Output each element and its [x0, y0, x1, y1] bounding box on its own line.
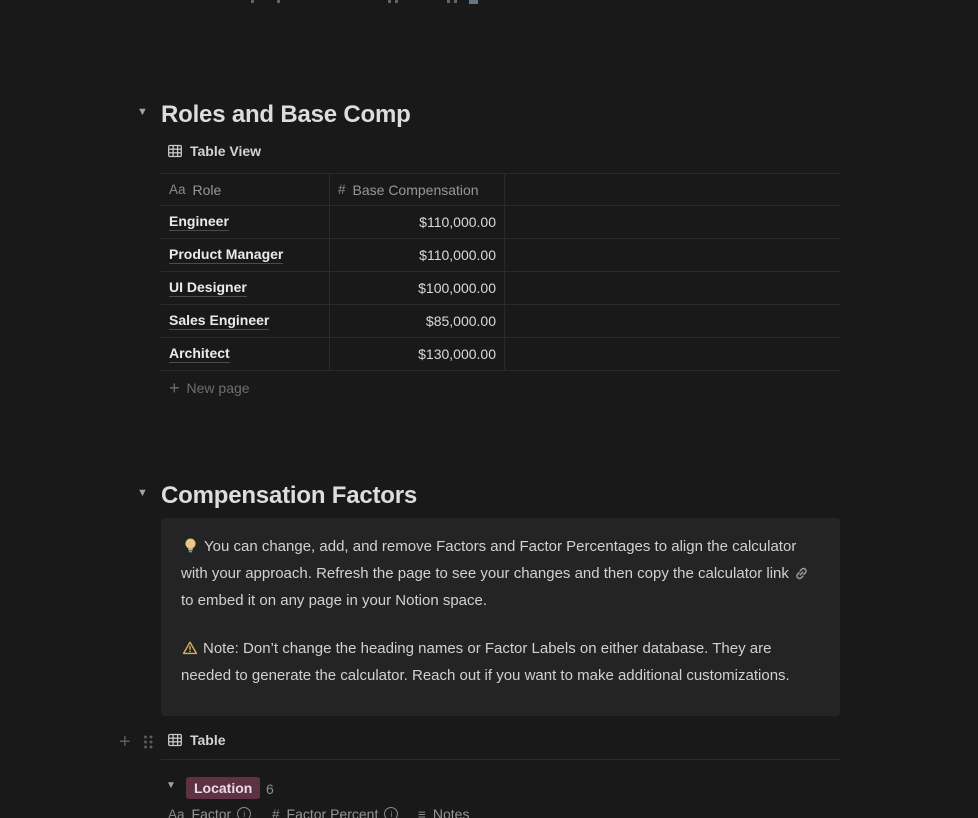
empty-cell[interactable]: [505, 239, 840, 271]
page-link[interactable]: Engineer: [169, 213, 229, 229]
table-top-border: [161, 759, 840, 760]
section-title-factors: Compensation Factors: [161, 482, 418, 509]
role-cell[interactable]: [161, 272, 330, 304]
table-row: [161, 239, 840, 272]
new-page-button[interactable]: + New page: [169, 377, 250, 398]
location-tag-badge[interactable]: Location: [186, 777, 260, 799]
group-count: 6: [266, 781, 274, 797]
link-icon: [794, 565, 809, 589]
cropped-text-fragment: [469, 0, 478, 4]
empty-cell[interactable]: [505, 206, 840, 238]
view-tab-label: Table View: [190, 143, 262, 159]
table-grid-icon: [167, 143, 183, 159]
add-block-button[interactable]: +: [119, 731, 131, 753]
blank-line: [181, 613, 820, 637]
cropped-text-fragment: [388, 0, 391, 3]
table-grid-icon: [167, 732, 183, 748]
callout-block: [161, 518, 840, 716]
table-row: [161, 338, 840, 371]
cropped-text-fragment: [251, 0, 254, 3]
column-header-base-compensation[interactable]: # Base Compensation: [330, 174, 505, 205]
table-view-tab[interactable]: [167, 143, 261, 159]
text-lines-icon: ≡: [418, 806, 426, 818]
callout-paragraph-2: Note: Don’t change the heading names or Factor Labels on either database. They are needed to generate the calculator. Reach out if you want to make additional customizations.: [181, 640, 790, 684]
role-cell[interactable]: [161, 338, 330, 370]
page-link[interactable]: Architect: [169, 345, 230, 361]
column-header-factor[interactable]: Aa Factor i: [168, 806, 251, 818]
comp-cell[interactable]: $100,000.00: [330, 272, 505, 304]
table-row: [161, 305, 840, 338]
comp-cell[interactable]: $85,000.00: [330, 305, 505, 337]
comp-cell[interactable]: $110,000.00: [330, 206, 505, 238]
role-cell[interactable]: [161, 239, 330, 271]
text-property-icon: Aa: [169, 182, 186, 197]
info-icon[interactable]: i: [384, 807, 398, 818]
number-property-icon: #: [338, 182, 346, 197]
toggle-triangle-icon[interactable]: ▼: [137, 106, 148, 118]
empty-cell[interactable]: [505, 305, 840, 337]
comp-cell[interactable]: $130,000.00: [330, 338, 505, 370]
table-header-row: [161, 173, 840, 206]
drag-handle[interactable]: [141, 733, 155, 751]
roles-table: [161, 173, 840, 404]
column-header-empty[interactable]: [505, 174, 840, 205]
cropped-text-fragment: [447, 0, 450, 3]
cropped-text-fragment: [395, 0, 398, 3]
column-header-role[interactable]: Aa Role: [161, 174, 330, 205]
cropped-text-fragment: [454, 0, 457, 3]
warning-icon: [182, 640, 198, 664]
comp-cell[interactable]: $110,000.00: [330, 239, 505, 271]
section-title-roles: Roles and Base Comp: [161, 101, 411, 128]
role-cell[interactable]: [161, 305, 330, 337]
table-block-title[interactable]: Table: [167, 732, 226, 748]
empty-cell[interactable]: [505, 272, 840, 304]
role-cell[interactable]: [161, 206, 330, 238]
toggle-triangle-icon[interactable]: ▼: [137, 487, 148, 499]
column-header-notes[interactable]: ≡ Notes: [418, 806, 469, 818]
page-link[interactable]: Product Manager: [169, 246, 284, 262]
text-property-icon: Aa: [168, 806, 185, 818]
group-toggle-icon[interactable]: ▼: [166, 780, 176, 791]
plus-icon: +: [169, 377, 180, 398]
column-header-factor-percent[interactable]: # Factor Percent i: [272, 806, 398, 818]
info-icon[interactable]: i: [237, 807, 251, 818]
page-link[interactable]: UI Designer: [169, 279, 247, 295]
page-link[interactable]: Sales Engineer: [169, 312, 270, 328]
cropped-text-fragment: [277, 0, 280, 3]
lightbulb-icon: [182, 537, 199, 562]
table-row: [161, 272, 840, 305]
table-row: [161, 206, 840, 239]
empty-cell[interactable]: [505, 338, 840, 370]
number-property-icon: #: [272, 806, 280, 818]
callout-paragraph-1: You can change, add, and remove Factors and Factor Percentages to align the calculator with your approach. Refresh the page to see your changes and then copy the calculator link to embed it on any page in your Notion space.: [181, 535, 820, 613]
